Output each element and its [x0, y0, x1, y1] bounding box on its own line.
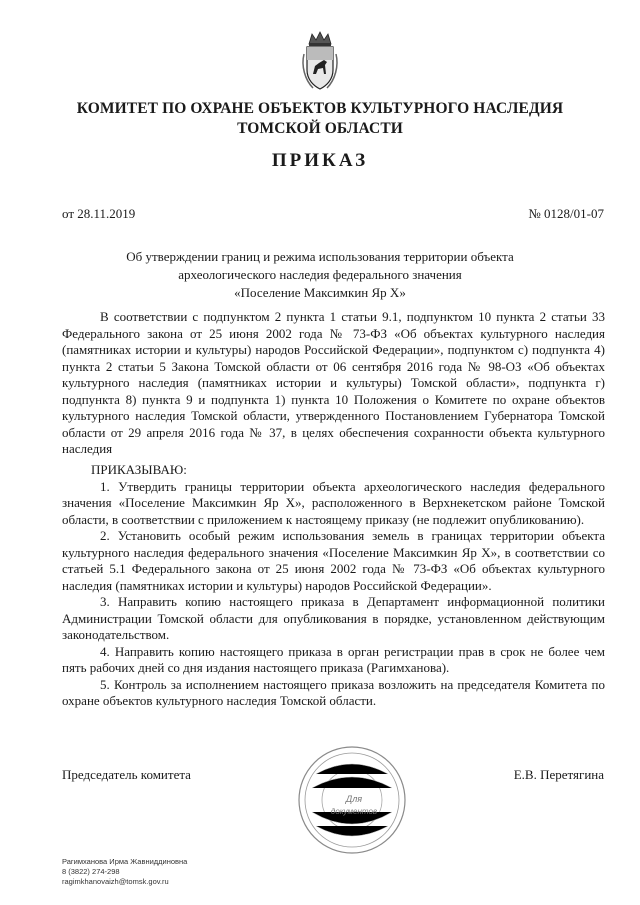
document-subject [0, 248, 640, 302]
order-item-2: 2. Установить особый режим использования земель в границах территории объекта культурного наследия федерального значения «Поселение Максимкин Яр X», в соответствии со статьей 5.1 Федерального закона от 25 июня 2002 года № 73-ФЗ «Об объектах культурного наследия (памятниках истории и культуры) народов Российской Федерации». [62, 528, 605, 593]
preamble-block [62, 309, 605, 458]
stamp-seal [296, 744, 408, 856]
document-title: ПРИКАЗ [271, 150, 369, 171]
preamble-paragraph: В соответствии с подпунктом 2 пункта 1 статьи 9.1, подпунктом 10 пункта 2 статьи 33 Федерального закона от 25 июня 2002 года № 73-ФЗ «Об объектах культурного наследия (памятниках истории и культуры) народов Российской Федерации», подпунктом с) подпункта 4) пункта 2 статьи 5 Закона Томской области от 06 сентября 2016 года № 98-ОЗ «Об объектах культурного наследия (памятниках истории и культуры) Томской области», подпункта г) подпункта 8) пункта 9 и подпункта 1) пункта 10 Положения о Комитете по охране объектов культурного наследия Томской области, утвержденного Постановлением Губернатора Томской области от 29 апреля 2016 года № 37, в целях обеспечения сохранности объекта культурного наследия [62, 309, 605, 456]
stamp-text-line1: Для [345, 794, 363, 804]
stamp-text-line2: документов [330, 807, 378, 816]
signatory-name: Е.В. Перетягина [513, 767, 604, 782]
order-item-1: 1. Утвердить границы территории объекта археологического наследия федерального значения «Поселение Максимкин Яр X», расположенного в Верхнекетском районе Томской области, в соответствии с приложением к настоящему приказу (не подлежит опубликованию). [62, 478, 605, 527]
executor-info [62, 857, 187, 887]
subject-line-1: Об утверждении границ и режима использования территории объекта [126, 249, 514, 264]
signatory-position: Председатель комитета [62, 767, 191, 782]
order-block [62, 462, 605, 710]
executor-name: Рагимханова Ирма Жавниддиновна [62, 857, 188, 866]
executor-phone: 8 (3822) 274-298 [62, 867, 120, 876]
subject-line-2: археологического наследия федерального значения [178, 267, 462, 282]
document-date: от 28.11.2019 [62, 206, 136, 221]
org-name-line1: КОМИТЕТ ПО ОХРАНЕ ОБЪЕКТОВ КУЛЬТУРНОГО НАСЛЕДИЯ [76, 100, 564, 117]
coat-of-arms-emblem [299, 30, 341, 92]
subject-line-3: «Поселение Максимкин Яр X» [234, 285, 406, 300]
document-number: № 0128/01-07 [528, 206, 604, 221]
order-item-4: 4. Направить копию настоящего приказа в орган регистрации прав в срок не более чем пять рабочих дней со дня издания настоящего приказа (Рагимханова). [62, 643, 605, 675]
order-item-3: 3. Направить копию настоящего приказа в Департамент информационной политики Администрации Томской области для опубликования в порядке, установленном действующим законодательством. [62, 594, 605, 642]
executor-email: ragimkhanovaizh@tomsk.gov.ru [62, 877, 169, 886]
order-item-5: 5. Контроль за исполнением настоящего приказа возложить на председателя Комитета по охране объектов культурного наследия Томской области. [62, 676, 605, 708]
order-word: ПРИКАЗЫВАЮ: [91, 462, 187, 477]
org-name-line2: ТОМСКОЙ ОБЛАСТИ [237, 120, 403, 137]
